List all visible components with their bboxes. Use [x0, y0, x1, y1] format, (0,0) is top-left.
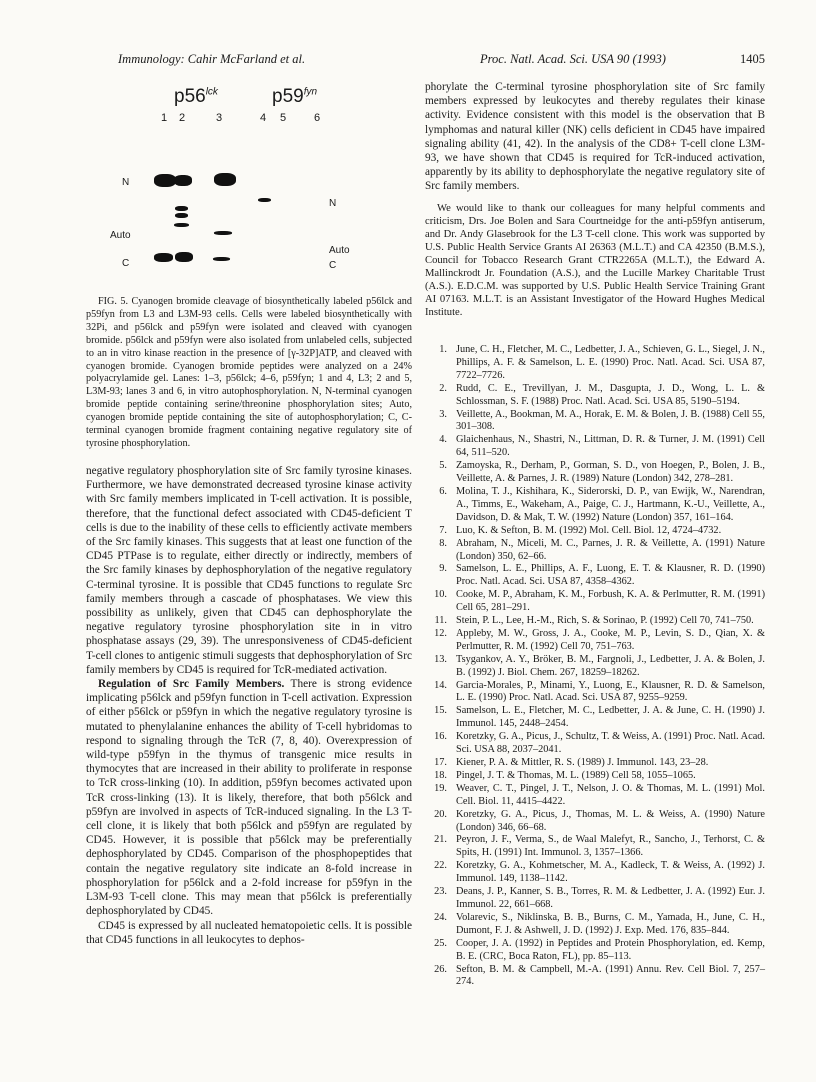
journal-citation: Proc. Natl. Acad. Sci. USA 90 (1993)	[480, 52, 666, 66]
label-auto-right: Auto	[329, 245, 350, 256]
reference-item: 19. Weaver, C. T., Pingel, J. T., Nelson, J. O. & Thomas, M. L. (1991) Mol. Cell. Biol. 11, 4415–4422.	[434, 782, 765, 807]
reference-item: 7. Luo, K. & Sefton, B. M. (1992) Mol. Cell. Biol. 12, 4724–4732.	[439, 524, 722, 536]
figure-caption: FIG. 5. Cyanogen bromide cleavage of biosynthetically labeled p56lck and p59fyn from L3 and L3M-93 cells. Cells were labeled biosynthetically with 32Pi, and p56lck and p59fyn were isolated and cleaved with cyanogen bromide. p56lck and p59fyn were also isolated from unlabeled cells, subjected to an in vitro kinase reaction in the presence of [γ-32P]ATP, and cleaved with cyanogen bromide. Cyanogen bromide peptides were analyzed on a 24% polyacrylamide gel. Lanes: 1–3, p56lck; 4–6, p59fyn; 1 and 4, L3; 2 and 5, L3M-93; lanes 3 and 6, in vitro autophosphorylation. N, N-terminal cyanogen bromide peptide containing serine/threonine phosphorylation sites; Auto, cyanogen bromide peptide containing the site of autophosphorylation; C, C-terminal cyanogen bromide fragment containing negative regulatory site of tyrosine phosphorylation.	[86, 296, 412, 449]
reference-item: 8. Abraham, N., Miceli, M. C., Parnes, J. R. & Veillette, A. (1991) Nature (London) 350, 62–66.	[439, 537, 765, 562]
band-lane2-c	[175, 252, 193, 262]
reference-item: 21. Peyron, J. F., Verma, S., de Waal Malefyt, R., Sancho, J., Terhorst, C. & Spits, H. (1991) Int. Immunol. 3, 1357–1366.	[434, 834, 765, 859]
reference-item: 17. Kiener, P. A. & Mittler, R. S. (1989) J. Immunol. 143, 23–28.	[434, 757, 709, 768]
reference-item: 1. June, C. H., Fletcher, M. C., Ledbetter, J. A., Schieven, G. L., Siegel, J. N., Phillips, A. F. & Samelson, L. E. (1990) Proc. Natl. Acad. Sci. USA 87, 7722–7726.	[439, 344, 765, 381]
reference-item: 18. Pingel, J. T. & Thomas, M. L. (1989) Cell 58, 1055–1065.	[434, 769, 696, 781]
reference-item: 13. Tsygankov, A. Y., Bröker, B. M., Fargnoli, J., Ledbetter, J. A. & Bolen, J. B. (1992) J. Biol. Chem. 267, 18259–18262.	[434, 653, 765, 678]
band-lane4-n	[258, 198, 271, 202]
page-number: 1405	[740, 52, 765, 66]
reference-item: 14. Garcia-Morales, P., Minami, Y., Luong, E., Klausner, R. D. & Samelson, L. E. (1990) Proc. Natl. Acad. Sci. USA 87, 9255–9259.	[434, 679, 765, 704]
reference-item: 26. Sefton, B. M. & Campbell, M.-A. (1991) Annu. Rev. Cell Biol. 7, 257–274.	[434, 963, 765, 988]
reference-item: 25. Cooper, J. A. (1992) in Peptides and Protein Phosphorylation, ed. Kemp, B. E. (CRC, Boca Raton, FL), pp. 85–113.	[434, 937, 765, 962]
right-paragraph-1: phorylate the C-terminal tyrosine phosphorylation site of Src family members expressed by leukocytes and thereby regulates their kinase activity. Evidence consistent with this model is the observation that B lymphomas and natural killer (NK) cells deficient in CD45 have impaired signaling ability (41, 42). In the analysis of the CD8+ T-cell clone L3M-93, we have shown that CD45 is required for TcR-induced activation, apparently by its ability to dephosphorylate the negative regulatory site of Src family members.	[425, 81, 765, 193]
running-head-journal	[480, 52, 765, 67]
reference-item: 23. Deans, J. P., Kanner, S. B., Torres, R. M. & Ledbetter, J. A. (1992) Eur. J. Immunol. 22, 661–668.	[434, 886, 765, 910]
lane-label-3: 3	[216, 112, 223, 124]
left-paragraph-2: Regulation of Src Family Members. There is strong evidence implicating p56lck and p59fyn function in T-cell activation. Expression of either p56lck or p59fyn in which the negative regulatory tyrosine is mutated to phenylalanine enhances the ability of T-cell hybridomas to respond to signaling through the TcR (7, 8, 40). Overexpression of wild-type p59fyn in the thymus of transgenic mice results in thymocytes that are increased in their ability to proliferate in response to TcR cross-linking (10). In addition, p59fyn becomes activated upon TcR cross-linking (13). It is likely, therefore, that both p56lck and p59fyn are involved in aspects of TcR-induced signaling. In the L3 T-cell clone, it is likely that both p56lck and p59fyn are regulated by CD45. However, it is possible that p56lck may be preferentially dephosphorylated by CD45. Comparison of the phosphopeptides that contain the negative regulatory site indicate an 8-fold increase in phosphorylation for p56lck and a 2-fold increase for p59fyn in the L3M-93 T-cell clone. This may mean that p56lck is preferentially dephosphorylated by CD45.	[86, 678, 412, 918]
reference-item: 24. Volarevic, S., Niklinska, B. B., Burns, C. M., Yamada, H., June, C. H., Dumont, F. J. & Ashwell, J. D. (1992) J. Exp. Med. 176, 835–844.	[434, 911, 765, 936]
label-auto-left: Auto	[110, 230, 131, 241]
band-lane2-mid-a	[175, 206, 188, 211]
lane-label-6: 6	[314, 112, 321, 124]
left-column-body	[86, 464, 412, 947]
right-column-body	[425, 80, 765, 319]
reference-item: 20. Koretzky, G. A., Picus, J., Thomas, M. L. & Weiss, A. (1990) Nature (London) 346, 66–68.	[434, 808, 765, 833]
reference-item: 3. Veillette, A., Bookman, M. A., Horak, E. M. & Bolen, J. B. (1988) Cell 55, 301–308.	[439, 408, 765, 433]
figure-5-gel	[86, 80, 412, 271]
reference-item: 22. Koretzky, G. A., Kohmetscher, M. A., Kadleck, T. & Weiss, A. (1992) J. Immunol. 149, 1138–1142.	[434, 860, 765, 885]
reference-item: 10. Cooke, M. P., Abraham, K. M., Forbush, K. A. & Perlmutter, R. M. (1991) Cell 65, 281–291.	[434, 589, 765, 614]
band-lane2-mid-b	[175, 213, 188, 218]
reference-item: 2. Rudd, C. E., Trevillyan, J. M., Dasgupta, J. D., Wong, L. L. & Schlossman, S. F. (1988) Proc. Natl. Acad. Sci. USA 85, 5190–5194.	[439, 382, 765, 407]
reference-item: 6. Molina, T. J., Kishihara, K., Siderorski, D. P., van Ewijk, W., Narendran, A., Timms, E., Wakeham, A., Paige, C. J., Hartmann, K.-U., Veillette, A., Davidson, D. & Mak, T. W. (1992) Nature (London) 357, 161–164.	[439, 485, 765, 523]
reference-item: 15. Samelson, L. E., Fletcher, M. C., Ledbetter, J. A. & June, C. H. (1990) J. Immunol. 145, 2448–2454.	[434, 705, 765, 730]
band-lane3-c	[213, 257, 230, 261]
left-paragraph-1: negative regulatory phosphorylation site of Src family tyrosine kinases. Furthermore, we have demonstrated decreased tyrosine kinase activity with Src family members implicated in T-cell activation. It is possible, therefore, that the functional defect associated with CD45-deficient T cells is due to the inability of these cells to efficiently activate members of the Src family kinases. This suggests that at least one function of the CD45 PTPase is to regulate, either directly or indirectly, members of the Src family kinases by dephosphorylation of the negative regulatory C-terminal tyrosine. It is possible that CD45 functions to regulate Src family members through a cascade of phosphatases. We view this possibility as unlikely, given that CD45 can dephosphorylate the negative regulatory tyrosine phosphorylation site in in vitro phosphatase assays (29, 39). The unresponsiveness of CD45-deficient T-cell clones to antigenic stimuli suggests that dephosphorylation of Src family members by CD45 is required for TcR-mediated activation.	[86, 465, 412, 676]
lane-label-5: 5	[280, 112, 287, 124]
reference-list	[425, 344, 765, 989]
band-lane2-mid-c	[174, 223, 189, 227]
figure-title-fyn: $p59^{fyn}$	[272, 86, 318, 107]
reference-item: 11. Stein, P. L., Lee, H.-M., Rich, S. & Sorinao, P. (1992) Cell 70, 741–750.	[434, 615, 754, 627]
band-lane1-c	[154, 253, 173, 262]
reference-item: 16. Koretzky, G. A., Picus, J., Schultz, T. & Weiss, A. (1991) Proc. Natl. Acad. Sci. USA 88, 2037–2041.	[434, 731, 765, 756]
section-heading-regulation: Regulation of Src Family Members.	[98, 678, 285, 691]
band-lane3-n	[214, 173, 236, 186]
lane-label-4: 4	[260, 112, 267, 124]
band-lane2-n	[174, 175, 192, 186]
label-c-right: C	[329, 260, 337, 271]
label-c-left: C	[122, 258, 130, 269]
figure-title-lck: $p56^{lck}$	[174, 86, 218, 107]
lane-label-1: 1	[161, 112, 168, 124]
reference-item: 12. Appleby, M. W., Gross, J. A., Cooke, M. P., Levin, S. D., Qian, X. & Perlmutter, R. M. (1992) Cell 70, 751–763.	[434, 627, 765, 652]
acknowledgments: We would like to thank our colleagues for many helpful comments and criticism, Drs. Joe Bolen and Sara Courtneidge for the anti-p59fyn antiserum, and Dr. Andy Glasebrook for the L3 T-cell clone. This work was supported by U.S. Public Health Service Grants AI 26363 (M.L.T.) and CA 42350 (B.M.S.), Council for Tobacco Research Grant CTR2265A (M.L.T.), the Edward A. Mallinckrodt Jr. Foundation (A.S.), and the Lucille Markey Charitable Trust (A.S.). E.D.C.M. was supported by U.S. Public Health Service Training Grant AI 07163. M.L.T. is an Assistant Investigator of the Howard Hughes Medical Institute.	[425, 202, 765, 318]
band-lane3-auto	[214, 231, 232, 235]
lane-label-2: 2	[179, 112, 186, 124]
label-n-left: N	[122, 177, 130, 188]
running-head-authors: Immunology: Cahir McFarland et al.	[118, 52, 306, 66]
label-n-right: N	[329, 198, 337, 209]
reference-item: 4. Glaichenhaus, N., Shastri, N., Littman, D. R. & Turner, J. M. (1991) Cell 64, 511–520.	[439, 434, 765, 459]
reference-item: 9. Samelson, L. E., Phillips, A. F., Luong, E. T. & Klausner, R. D. (1990) Proc. Natl. Acad. Sci. USA 87, 4358–4362.	[439, 563, 765, 588]
left-paragraph-3: CD45 is expressed by all nucleated hematopoietic cells. It is possible that CD45 functions in all leukocytes to dephos-	[86, 919, 412, 946]
reference-item: 5. Zamoyska, R., Derham, P., Gorman, S. D., von Hoegen, P., Bolen, J. B., Veillette, A. & Parnes, J. R. (1989) Nature (London) 342, 278–281.	[439, 460, 765, 485]
band-lane1-n	[154, 174, 176, 187]
